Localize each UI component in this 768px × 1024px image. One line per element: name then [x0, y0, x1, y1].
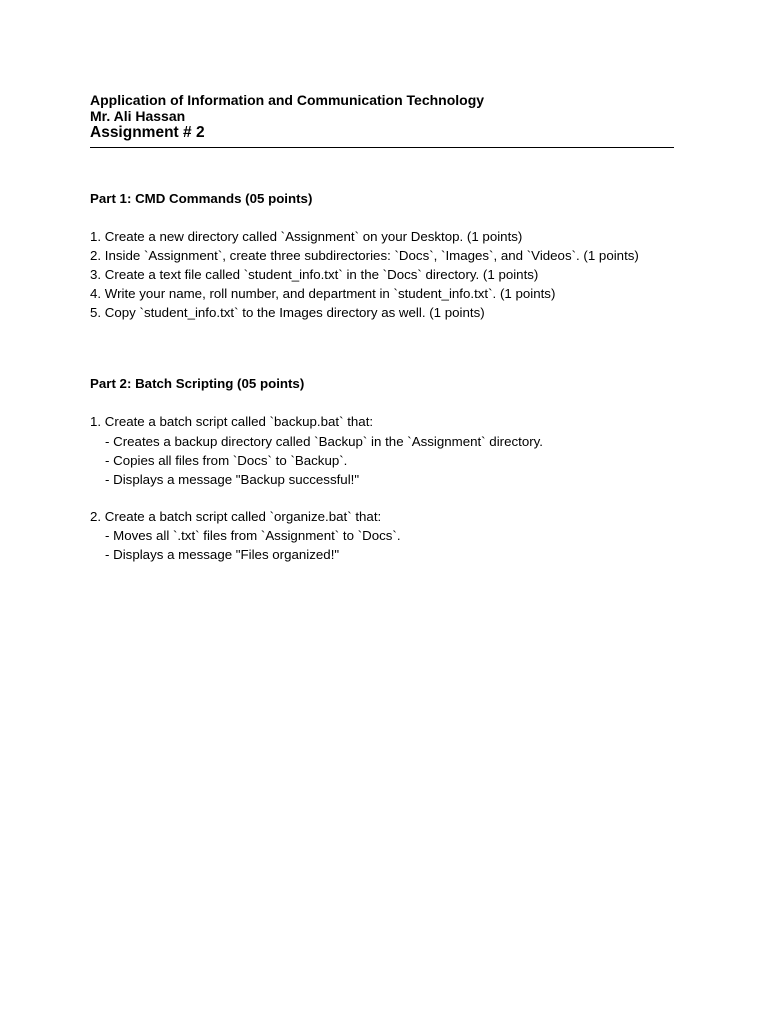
header-divider — [90, 147, 674, 148]
course-title: Application of Information and Communication Technology — [90, 92, 485, 108]
task-step: - Displays a message "Backup successful!" — [105, 471, 360, 487]
part1-item-3: 3. Create a text file called `student_info.txt` in the `Docs` directory. (1 points) — [90, 267, 539, 283]
part2-task-backup — [90, 412, 675, 488]
part1-item-5: 5. Copy `student_info.txt` to the Images directory as well. (1 points) — [90, 305, 485, 321]
part1-item-2: 2. Inside `Assignment`, create three subdirectories: `Docs`, `Images`, and `Videos`. (1 points) — [90, 248, 639, 264]
assignment-title: Assignment # 2 — [90, 124, 205, 141]
part1-item-4: 4. Write your name, roll number, and department in `student_info.txt`. (1 points) — [90, 286, 556, 302]
task-heading: 2. Create a batch script called `organize.bat` that: — [90, 508, 382, 524]
task-step: - Displays a message "Files organized!" — [105, 547, 340, 563]
part1-task-list — [90, 227, 675, 322]
part1-item-1: 1. Create a new directory called `Assignment` on your Desktop. (1 points) — [90, 229, 523, 244]
task-step: - Copies all files from `Docs` to `Backup`. — [105, 452, 348, 468]
part2-task-organize — [90, 507, 675, 564]
document-page — [90, 92, 675, 564]
document-header — [90, 92, 675, 148]
part2-heading: Part 2: Batch Scripting (05 points) — [90, 376, 305, 392]
part1-heading: Part 1: CMD Commands (05 points) — [90, 191, 313, 206]
task-step: - Creates a backup directory called `Backup` in the `Assignment` directory. — [105, 433, 543, 449]
task-step: - Moves all `.txt` files from `Assignment` to `Docs`. — [105, 527, 401, 543]
task-heading: 1. Create a batch script called `backup.bat` that: — [90, 414, 374, 430]
instructor-name: Mr. Ali Hassan — [90, 108, 186, 124]
